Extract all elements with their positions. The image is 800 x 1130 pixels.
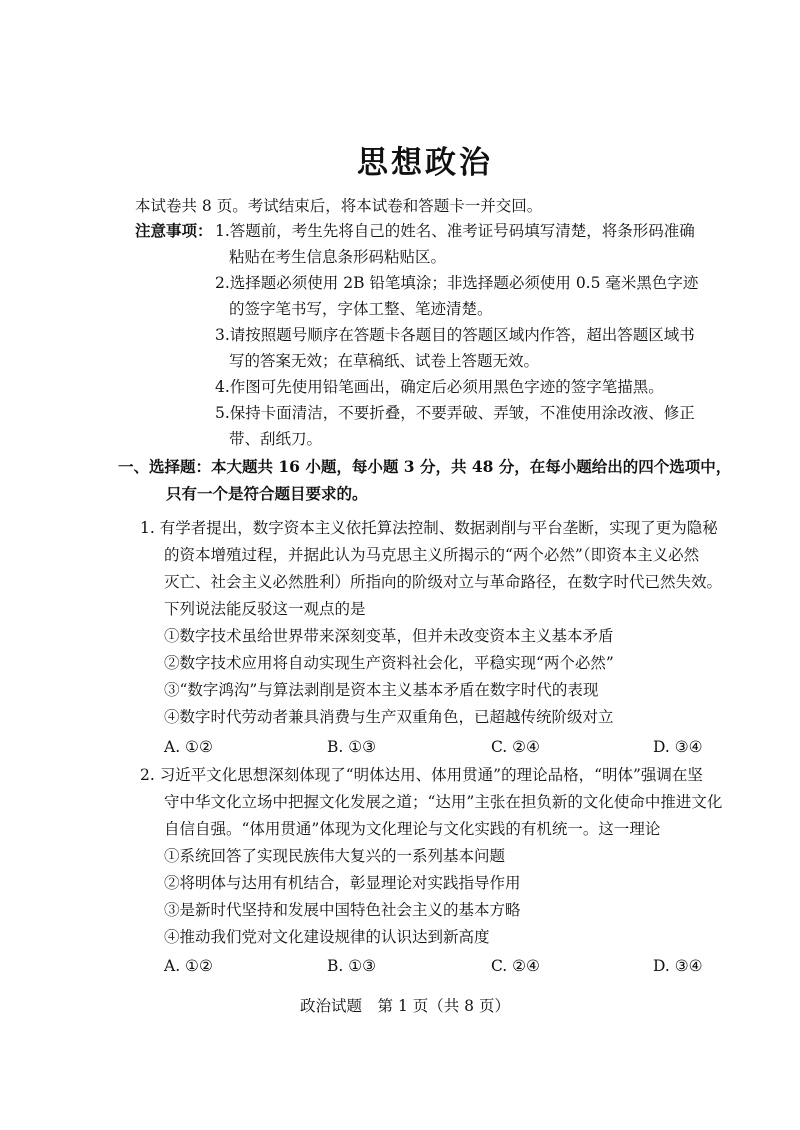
q1-stem-line-3: 灭亡、社会主义必然胜利）所指向的阶级对立与革命路径，在数字时代已然失效。 <box>164 573 723 591</box>
q1-stem-line-1: 1. 有学者提出，数字资本主义依托算法控制、数据剥削与平台垄断，实现了更为隐秘 <box>140 519 718 537</box>
section-heading-line-1: 一、选择题：本大题共 16 小题，每小题 3 分，共 48 分，在每小题给出的四个选项中， <box>118 457 732 476</box>
q1-stem-line-2: 的资本增殖过程，并据此认为马克思主义所揭示的“两个必然”（即资本主义必然 <box>164 546 700 564</box>
q1-stem-line-4: 下列说法能反驳这一观点的是 <box>164 600 366 618</box>
page-title: 思想政治 <box>357 145 493 181</box>
note-2-line-2: 的签字笔书写，字体工整、笔迹清楚。 <box>229 300 493 318</box>
q2-option-a: A. ①② <box>164 957 213 975</box>
q2-option-d: D. ③④ <box>653 957 703 975</box>
q1-option-b: B. ①③ <box>327 738 377 756</box>
q1-option-c: C. ②④ <box>491 738 540 756</box>
q2-statement-3: ③是新时代坚持和发展中国特色社会主义的基本方略 <box>164 901 521 919</box>
q2-option-b: B. ①③ <box>327 957 377 975</box>
note-1-line-1: 1.答题前，考生先将自己的姓名、准考证号码填写清楚，将条形码准确 <box>215 222 695 240</box>
q1-statement-2: ②数字技术应用将自动实现生产资料社会化，平稳实现“两个必然” <box>164 654 614 672</box>
q2-option-c: C. ②④ <box>491 957 540 975</box>
q2-stem-line-1: 2. 习近平文化思想深刻体现了“明体达用、体用贯通”的理论品格，“明体”强调在坚 <box>140 766 703 784</box>
note-5-line-2: 带、刮纸刀。 <box>229 430 323 448</box>
note-2-line-1: 2.选择题必须使用 2B 铅笔填涂；非选择题必须使用 0.5 毫米黑色字迹 <box>215 274 699 292</box>
q1-statement-1: ①数字技术虽给世界带来深刻变革，但并未改变资本主义基本矛盾 <box>164 627 614 645</box>
q2-statement-4: ④推动我们党对文化建设规律的认识达到新高度 <box>164 928 490 946</box>
section-heading-line-2: 只有一个是符合题目要求的。 <box>166 484 368 503</box>
note-3-line-1: 3.请按照题号顺序在答题卡各题目的答题区域内作答，超出答题区域书 <box>215 326 695 344</box>
intro-text: 本试卷共 8 页。考试结束后，将本试卷和答题卡一并交回。 <box>135 197 543 215</box>
q2-stem-line-2: 守中华文化立场中把握文化发展之道；“达用”主张在担负新的文化使命中推进文化 <box>164 793 723 811</box>
q1-option-d: D. ③④ <box>653 738 703 756</box>
q1-option-a: A. ①② <box>164 738 213 756</box>
q2-statement-1: ①系统回答了实现民族伟大复兴的一系列基本问题 <box>164 847 506 865</box>
q2-statement-2: ②将明体与达用有机结合，彰显理论对实践指导作用 <box>164 874 521 892</box>
q2-stem-line-3: 自信自强。“体用贯通”体现为文化理论与文化实践的有机统一。这一理论 <box>164 820 661 838</box>
q1-statement-4: ④数字时代劳动者兼具消费与生产双重角色，已超越传统阶级对立 <box>164 708 614 726</box>
notes-label: 注意事项： <box>135 221 213 240</box>
q1-statement-3: ③“数字鸿沟”与算法剥削是资本主义基本矛盾在数字时代的表现 <box>164 681 599 699</box>
note-5-line-1: 5.保持卡面清洁，不要折叠，不要弄破、弄皱，不准使用涂改液、修正 <box>215 404 695 422</box>
note-4-line-1: 4.作图可先使用铅笔画出，确定后必须用黑色字迹的签字笔描黑。 <box>215 378 664 396</box>
note-3-line-2: 写的答案无效；在草稿纸、试卷上答题无效。 <box>229 352 540 370</box>
note-1-line-2: 粘贴在考生信息条形码粘贴区。 <box>229 248 447 266</box>
page-footer: 政治试题 第 1 页（共 8 页） <box>300 997 510 1015</box>
